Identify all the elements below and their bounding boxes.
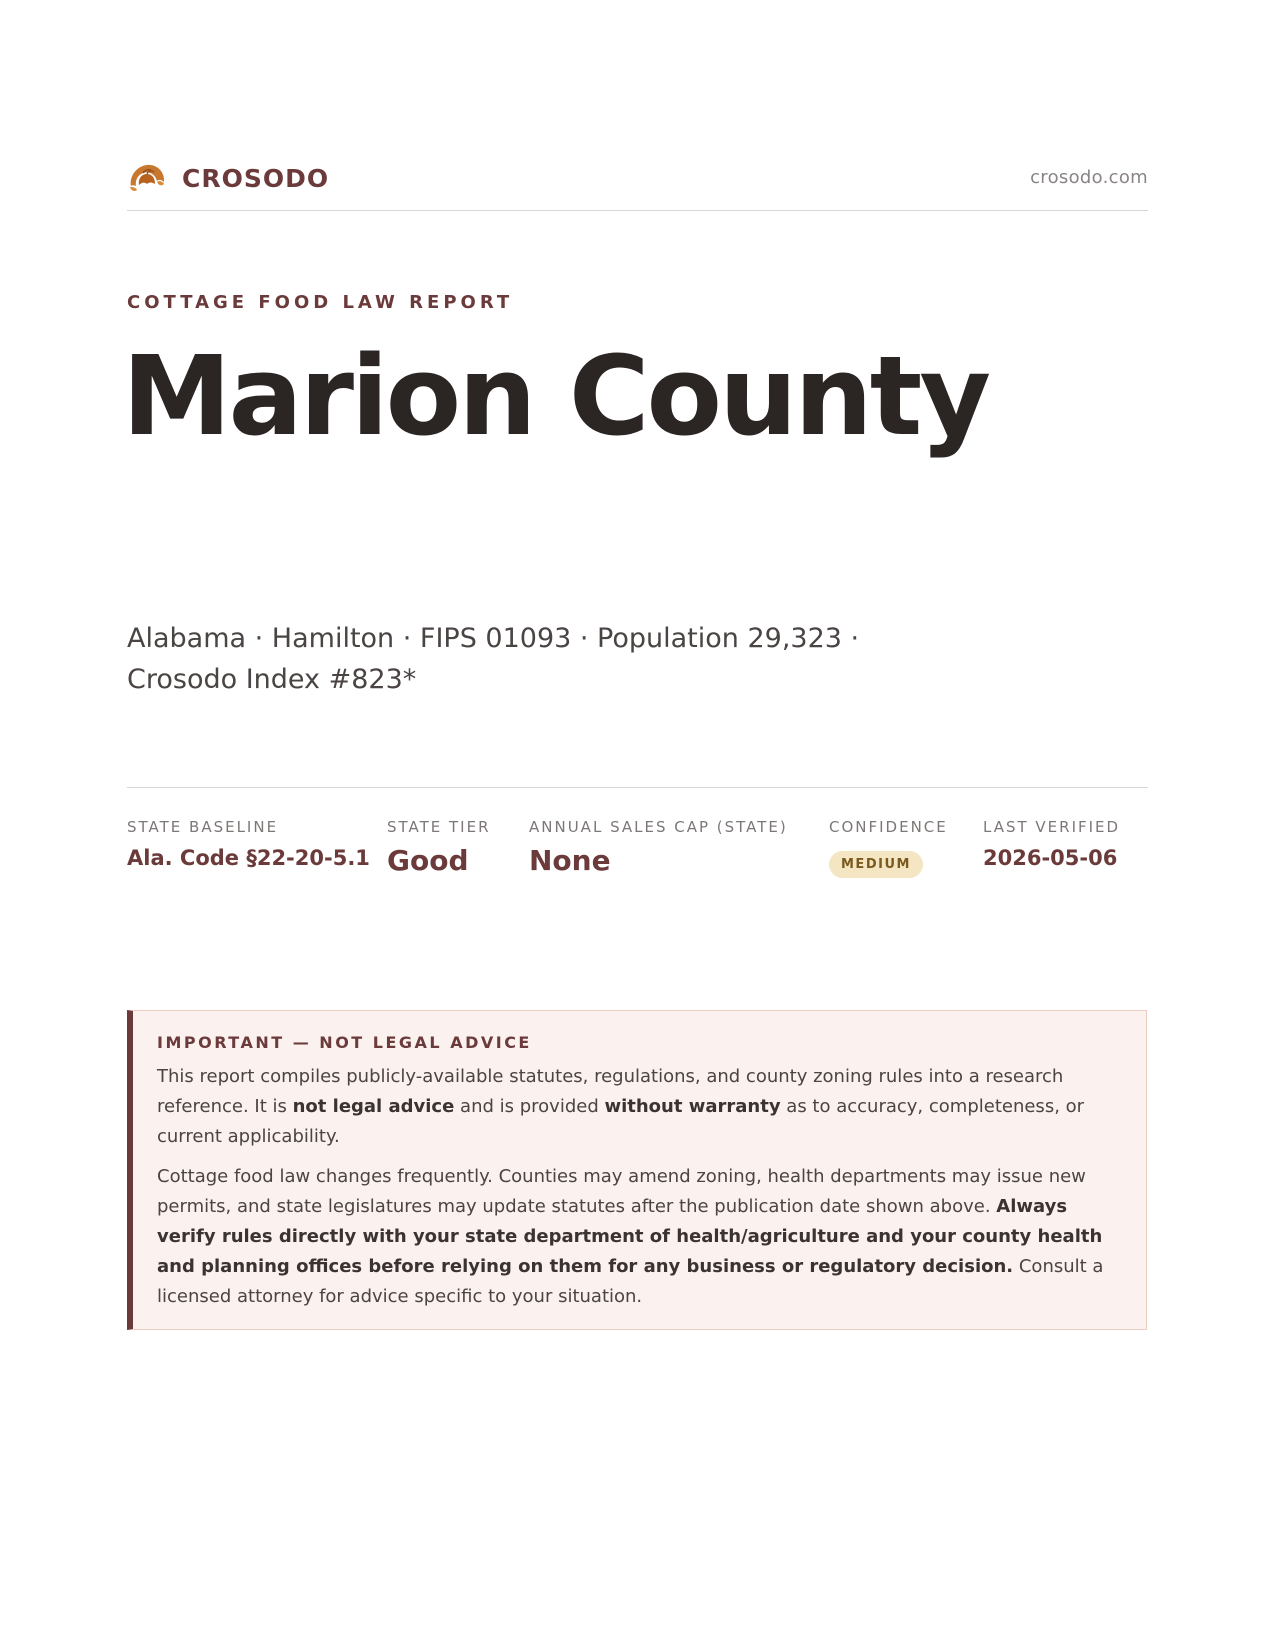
- croissant-icon: [127, 160, 167, 196]
- confidence-badge: MEDIUM: [829, 851, 923, 878]
- meta-label: ANNUAL SALES CAP (STATE): [529, 818, 788, 836]
- county-summary-line-2: Crosodo Index #823*: [127, 664, 417, 695]
- divider: [127, 787, 1148, 788]
- meta-label: STATE TIER: [387, 818, 491, 836]
- county-summary: [127, 618, 887, 700]
- notice-paragraph: This report compiles publicly-available statutes, regulations, and county zoning rules into a research reference. It is not legal advice and is provided without warranty as to accuracy, completeness, or current applicability.: [157, 1066, 1085, 1147]
- meta-label: CONFIDENCE: [829, 818, 948, 836]
- meta-last-verified: [983, 818, 1120, 870]
- meta-label: LAST VERIFIED: [983, 818, 1121, 836]
- legal-notice: [127, 1010, 1147, 1330]
- meta-value: 2026-05-06: [983, 846, 1118, 870]
- meta-value: None: [529, 844, 611, 877]
- meta-value: Ala. Code §22-20-5.1: [127, 846, 370, 870]
- report-kicker: COTTAGE FOOD LAW REPORT: [127, 292, 514, 313]
- page-header: [127, 154, 1148, 211]
- meta-label: STATE BASELINE: [127, 818, 279, 836]
- meta-state-baseline: [127, 818, 370, 870]
- county-summary-line-1: Alabama · Hamilton · FIPS 01093 · Population 29,323 ·: [127, 623, 860, 654]
- site-url-link[interactable]: crosodo.com: [1030, 167, 1148, 188]
- meta-confidence: [829, 818, 948, 878]
- meta-state-tier: [387, 818, 491, 877]
- notice-title: IMPORTANT — NOT LEGAL ADVICE: [157, 1033, 532, 1052]
- meta-value: Good: [387, 844, 469, 877]
- brand-logo[interactable]: [127, 160, 329, 196]
- page-title: Marion County: [122, 332, 989, 460]
- notice-paragraph: Cottage food law changes frequently. Counties may amend zoning, health departments may issue new permits, and state legislatures may update statutes after the publication date shown above. Always verify rules directly with your state department of health/agriculture and your county health and planning offices before relying on them for any business or regulatory decision. Consult a licensed attorney for advice specific to your situation.: [157, 1166, 1104, 1307]
- meta-sales-cap: [529, 818, 788, 877]
- brand-name: CROSODO: [182, 163, 330, 193]
